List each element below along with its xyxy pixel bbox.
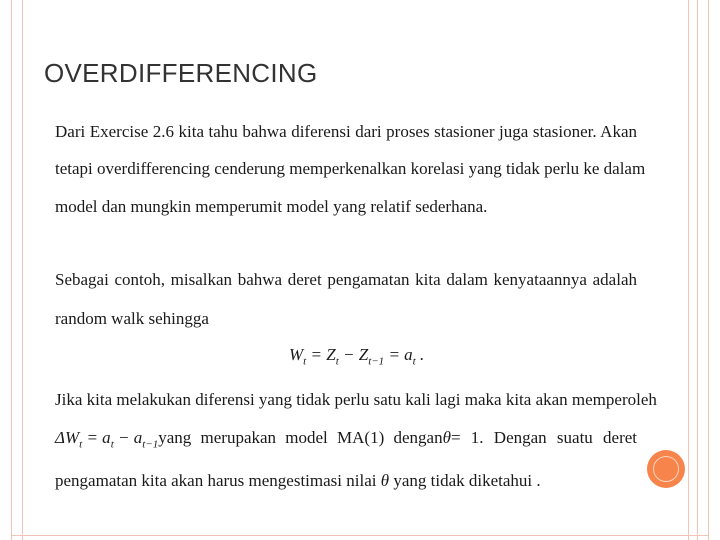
theta-symbol-2: θ: [380, 471, 390, 490]
formula-z: Z: [326, 345, 336, 364]
paragraph-2: [55, 271, 637, 331]
slide-frame-bottom: [11, 535, 708, 536]
random-walk-formula: [289, 345, 424, 367]
delta-a-sub: t: [110, 438, 114, 451]
theta-symbol: θ: [442, 428, 451, 447]
paragraph-3-line-1: Jika kita melakukan diferensi yang tidak perlu satu kali lagi maka kita akan memperoleh: [55, 390, 657, 409]
formula-a: a: [404, 345, 413, 364]
formula-sub-t-2: t: [335, 355, 339, 368]
paragraph-1-line-1: Dari Exercise 2.6 kita tahu bahwa diferensi dari proses stasioner juga stasioner. Akan: [55, 122, 637, 141]
delta-minus-a: − a: [113, 428, 143, 447]
estimate-text: pengamatan kita akan harus mengestimasi nilai: [55, 471, 377, 490]
ma-text: yang merupakan model MA(1) dengan: [158, 428, 443, 447]
unknown-text: yang tidak diketahui .: [393, 471, 541, 490]
formula-sub-t-minus-1: t−1: [368, 355, 385, 368]
delta-w-sub: t: [79, 438, 83, 451]
paragraph-3-line-3: [55, 472, 637, 489]
delta-w-formula: [55, 429, 158, 450]
formula-sub-t: t: [303, 355, 307, 368]
paragraph-1-line-3: model dan mungkin memperumit model yang relatif sederhana.: [55, 197, 488, 216]
formula-end: .: [415, 345, 425, 364]
formula-sub-t-3: t: [412, 355, 416, 368]
decorative-circle: [647, 450, 685, 488]
theta-value-text: = 1. Dengan suatu deret: [450, 428, 638, 447]
formula-z-2: Z: [358, 345, 369, 364]
paragraph-3: [55, 390, 657, 491]
formula-w: W: [289, 345, 304, 364]
paragraph-3-line-2: [55, 429, 637, 450]
slide-frame-left: [11, 0, 23, 540]
slide-frame-right: [697, 0, 709, 540]
formula-equals-1: =: [306, 345, 327, 364]
slide-frame-right-line: [688, 0, 689, 540]
slide-title: OVERDIFFERENCING: [44, 58, 318, 88]
formula-equals-2: =: [384, 345, 405, 364]
formula-minus: −: [338, 345, 359, 364]
paragraph-2-line-1: Sebagai contoh, misalkan bahwa deret pengamatan kita dalam kenyataannya adalah: [55, 270, 637, 289]
paragraph-2-line-2: random walk sehingga: [55, 309, 209, 328]
delta-eq-a: = a: [82, 428, 111, 447]
delta-w: ΔW: [55, 428, 80, 447]
paragraph-1: [55, 122, 646, 223]
paragraph-1-line-2: tetapi overdifferencing cenderung memperkenalkan korelasi yang tidak perlu ke dalam: [55, 159, 646, 178]
delta-a-sub-tm1: t−1: [142, 438, 159, 451]
